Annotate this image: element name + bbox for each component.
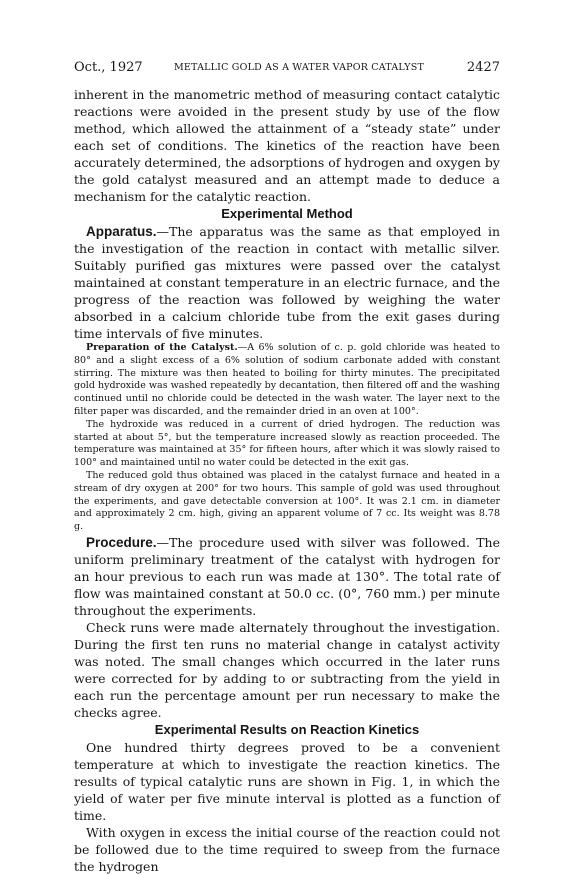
page-number: 2427 [466,60,500,75]
intro-paragraph: inherent in the manometric method of measuring contact catalytic reactions were avoided in the present study by use of the flow method, which allowed the attainment of a “steady state” under each set of conditions. The kinetics of the reaction have been accurately determined, the adsorptions of hydrogen and oxygen by the gold catalyst measured and an attempt made to deduce a mechanism for the catalytic reaction. [74,87,500,204]
oxygen-excess-paragraph: With oxygen in excess the initial course of the reaction could not be followed due to the time required to sweep from the furnace the hydrogen [74,824,500,874]
apparatus-paragraph [74,223,500,342]
hydroxide-paragraph: The hydroxide was reduced in a current of dried hydrogen. The reduction was started at about 5°, but the temperature increased slowly as reaction proceeded. The temperature was maintained at 35° for fifteen hours, after which it was slowly raised to 100° and maintained until no water could be detected in the exit gas. [74,418,500,469]
procedure-text: —The procedure used with silver was followed. The uniform preliminary treatment of the catalyst with hydrogen for an hour previous to each run was made at 130°. The total rate of flow was maintained constant at 50.0 cc. (0°, 760 mm.) per minute throughout the experiments. [74,534,500,618]
running-header [74,60,500,80]
preparation-text: —A 6% solution of c. p. gold chloride was heated to 80° and a slight excess of a 6% solution of sodium carbonate added with constant stirring. The mixture was then heated to boiling for thirty minutes. The precipitated gold hydroxide was washed repeatedly by decantation, then filtered off and the washing continued until no chloride could be detected in the wash water. The layer next to the filter paper was discarded, and the remainder dried in an oven at 100°. [74,342,500,417]
section-heading-results: Experimental Results on Reaction Kinetics [154,721,420,737]
apparatus-runin-heading: Apparatus. [86,224,157,239]
apparatus-text: —The apparatus was the same as that employed in the investigation of the reaction in contact with metallic silver. Suitably purified gas mixtures were passed over the catalyst maintained at constant temperature in an electric furnace, and the progress of the reaction was followed by weighing the water absorbed in a calcium chloride tube from the exit gases during time intervals of five minutes. [74,224,500,341]
check-runs-paragraph: Check runs were made alternately throughout the investigation. During the first ten runs no material change in catalyst activity was noted. The small changes which occurred in the later runs were corrected for by adding to or subtracting from the yield in each run the percentage amount per run necessary to make the checks agree. [74,619,500,720]
article-body [74,86,500,875]
procedure-runin-heading: Procedure. [86,534,157,550]
preparation-runin-heading: Preparation of the Catalyst. [86,342,238,353]
header-title: METALLIC GOLD AS A WATER VAPOR CATALYST [174,62,424,73]
procedure-paragraph [74,534,500,619]
preparation-paragraph [74,342,500,419]
reduced-gold-paragraph: The reduced gold thus obtained was placed in the catalyst furnace and heated in a stream of dry oxygen at 200° for two hours. This sample of gold was used throughout the experiments, and gave detectable conversion at 100°. It was 2.1 cm. in diameter and approximately 2 cm. high, giving an apparent volume of 7 cc. Its weight was 8.78 g. [74,469,500,533]
results-paragraph: One hundred thirty degrees proved to be a convenient temperature at which to investigate the reaction kinetics. The results of typical catalytic runs are shown in Fig. 1, in which the yield of water per five minute interval is plotted as a function of time. [74,739,500,823]
section-heading-method: Experimental Method [221,206,353,221]
header-date: Oct., 1927 [74,60,143,75]
